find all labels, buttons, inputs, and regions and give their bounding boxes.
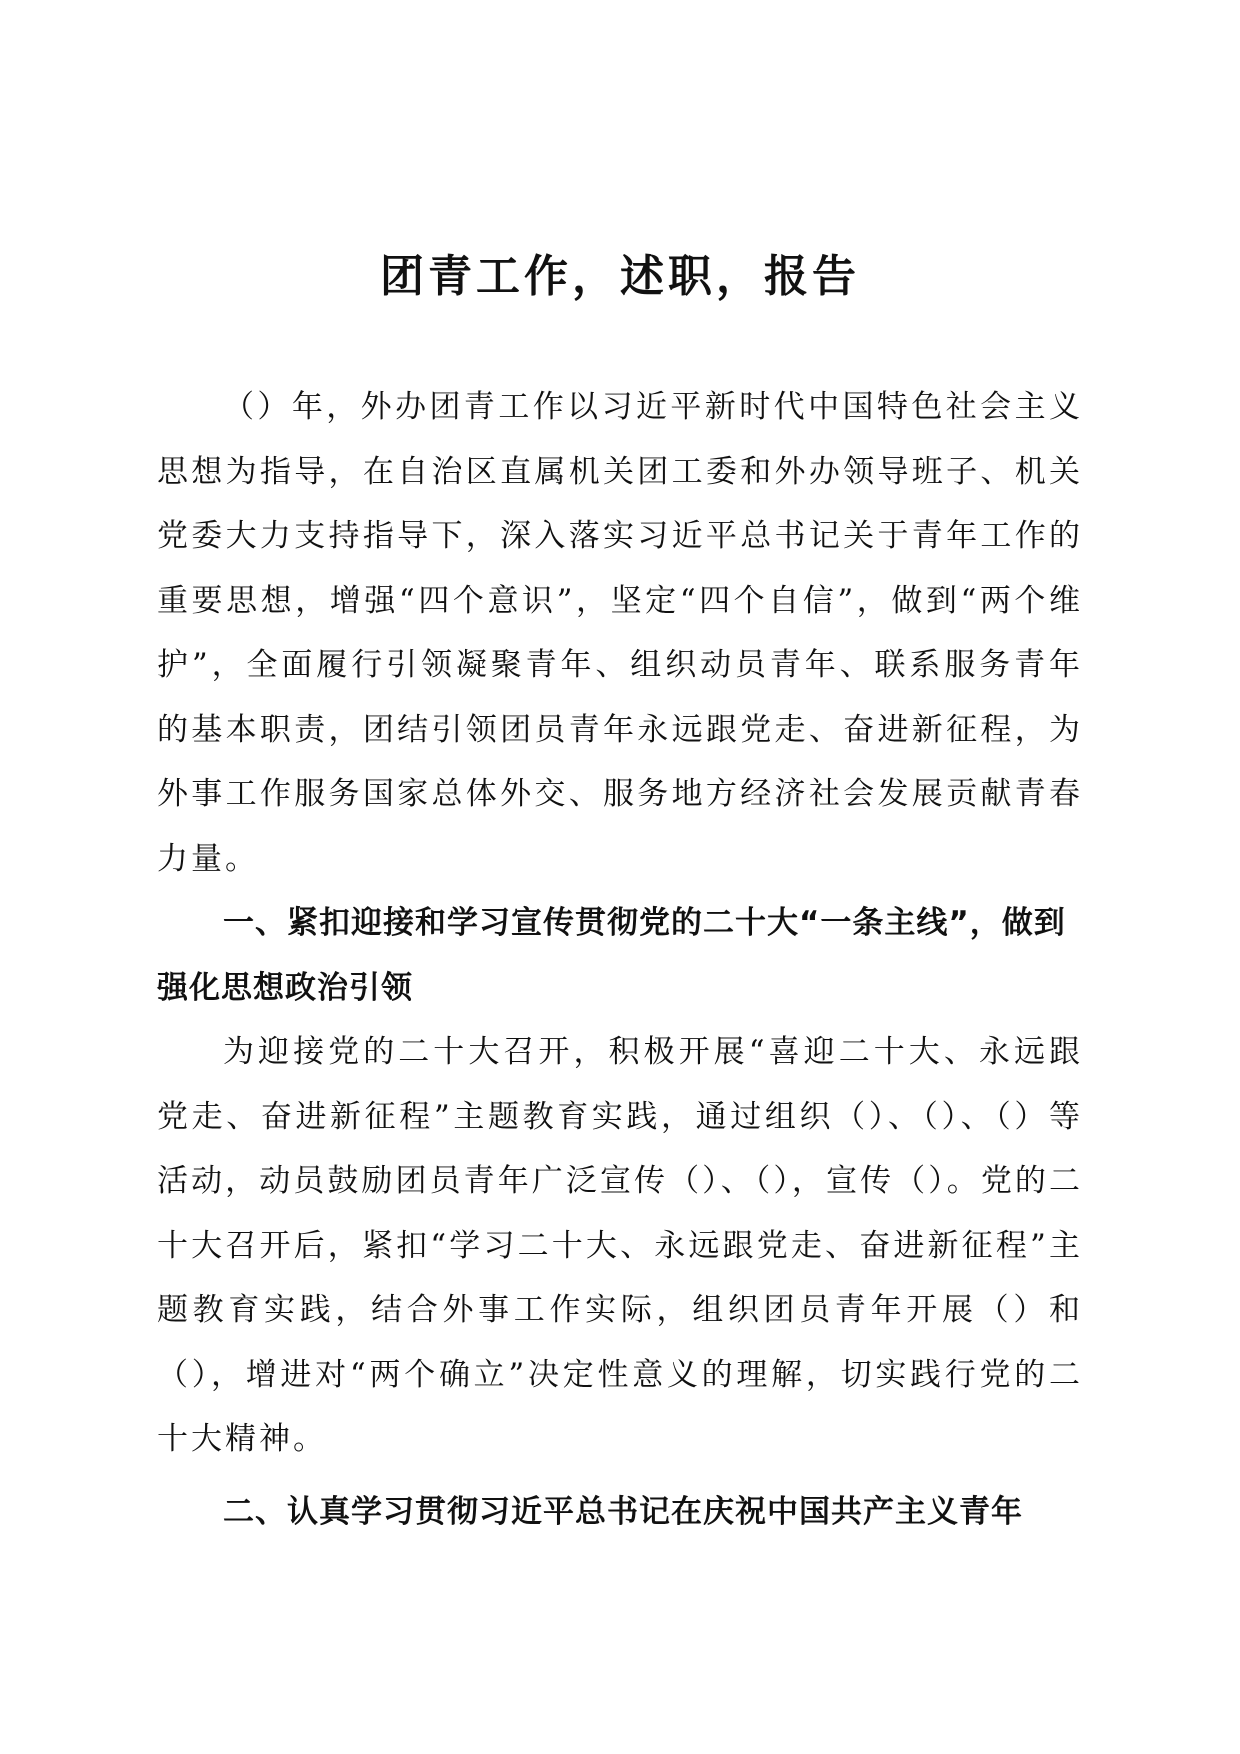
paragraph-intro: （）年，外办团青工作以习近平新时代中国特色社会主义思想为指导，在自治区直属机关团工委和外办领导班子、机关党委大力支持指导下，深入落实习近平总书记关于青年工作的重要思想，增强“四个意识”，坚定“四个自信”，做到“两个维护”，全面履行引领凝聚青年、组织动员青年、联系服务青年的基本职责，团结引领团员青年永远跟党走、奋进新征程，为外事工作服务国家总体外交、服务地方经济社会发展贡献青春力量。 (157, 389, 1083, 877)
document-title: 团青工作，述职，报告 (380, 251, 860, 302)
paragraph-section-1: 为迎接党的二十大召开，积极开展“喜迎二十大、永远跟党走、奋进新征程”主题教育实践，通过组织（）、（）、（）等活动，动员鼓励团员青年广泛宣传（）、（），宣传（）。党的二十大召开后，紧扣“学习二十大、永远跟党走、奋进新征程”主题教育实践，结合外事工作实际，组织团员青年开展（）和（），增进对“两个确立”决定性意义的理解，切实践行党的二十大精神。 (157, 1034, 1083, 1457)
document-body (157, 375, 1083, 1544)
section-heading-2: 二、认真学习贯彻习近平总书记在庆祝中国共产主义青年 (223, 1493, 1023, 1530)
section-heading-1: 一、紧扣迎接和学习宣传贯彻党的二十大“一条主线”，做到强化思想政治引领 (157, 905, 1066, 1006)
